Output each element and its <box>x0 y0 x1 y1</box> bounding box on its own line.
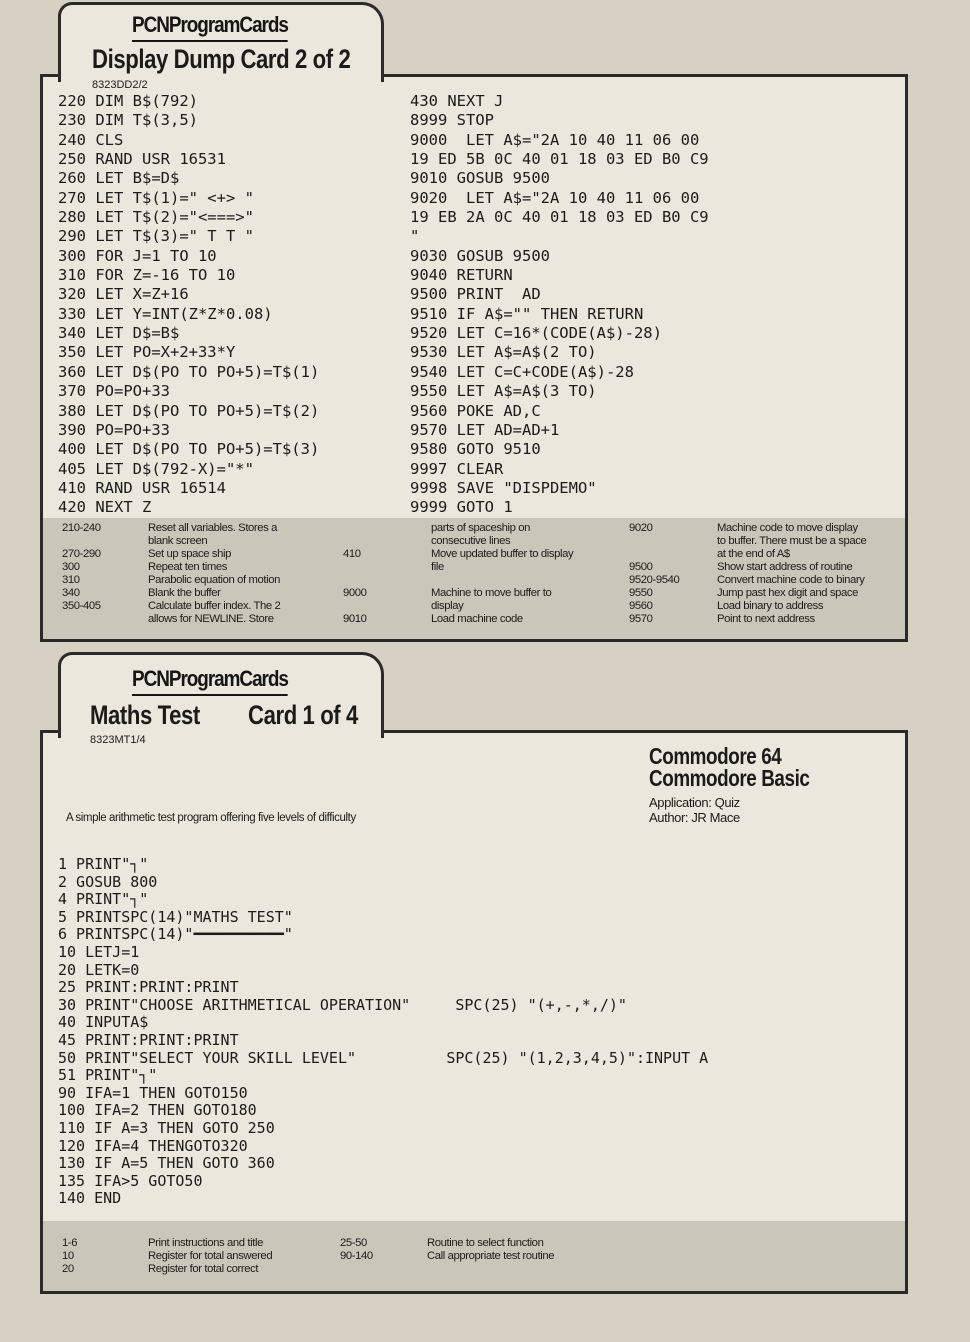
note-line-number: 9020 <box>629 522 653 534</box>
code-line: 9520 LET C=16*(CODE(A$)-28) <box>410 324 662 343</box>
note-description: Repeat ten times <box>148 561 227 573</box>
note-description: allows for NEWLINE. Store <box>148 613 274 625</box>
note-description: consecutive lines <box>431 535 511 547</box>
code-line: 120 IFA=4 THENGOTO320 <box>58 1136 248 1155</box>
code-line: 20 LETK=0 <box>58 960 140 979</box>
note-description: display <box>431 600 464 612</box>
card-number: Card 1 of 4 <box>248 700 358 730</box>
code-line: 300 FOR J=1 TO 10 <box>58 246 217 265</box>
note-description: to buffer. There must be a space <box>717 535 867 547</box>
code-line: 9540 LET C=C+CODE(A$)-28 <box>410 362 634 381</box>
code-line: 250 RAND USR 16531 <box>58 150 226 169</box>
application-label: Application: Quiz <box>649 795 740 810</box>
code-line: 30 PRINT"CHOOSE ARITHMETICAL OPERATION" SPC(25) "(+,-,*,/)" <box>58 995 627 1014</box>
note-description: Show start address of routine <box>717 561 853 573</box>
note-line-number: 9560 <box>629 600 653 612</box>
note-line-number: 410 <box>343 548 361 560</box>
code-line: 9580 GOTO 9510 <box>410 440 541 459</box>
code-line: 340 LET D$=B$ <box>58 324 180 343</box>
card-title: Display Dump Card 2 of 2 <box>92 44 351 74</box>
note-line-number: 9550 <box>629 587 653 599</box>
code-line: 390 PO=PO+33 <box>58 420 170 439</box>
code-line: 9998 SAVE "DISPDEMO" <box>410 478 597 497</box>
code-line: 350 LET PO=X+2+33*Y <box>58 343 236 362</box>
note-line-number: 9010 <box>343 613 367 625</box>
note-description: Register for total correct <box>148 1263 259 1275</box>
code-line: 9550 LET A$=A$(3 TO) <box>410 382 597 401</box>
author-label: Author: JR Mace <box>649 810 740 825</box>
code-line: 260 LET B$=D$ <box>58 169 180 188</box>
code-line: 310 FOR Z=-16 TO 10 <box>58 266 236 285</box>
code-line: 410 RAND USR 16514 <box>58 478 226 497</box>
code-line: 110 IF A=3 THEN GOTO 250 <box>58 1118 275 1137</box>
note-description: blank screen <box>148 535 208 547</box>
note-description: Call appropriate test routine <box>427 1250 555 1262</box>
note-description: Print instructions and title <box>148 1237 264 1249</box>
note-description: Set up space ship <box>148 548 232 560</box>
code-line: 5 PRINTSPC(14)"MATHS TEST" <box>58 907 293 926</box>
note-line-number: 10 <box>62 1250 74 1262</box>
code-line: 9030 GOSUB 9500 <box>410 246 550 265</box>
code-line: 9560 POKE AD,C <box>410 401 541 420</box>
code-line: 51 PRINT"┐" <box>58 1066 158 1085</box>
code-line: 9510 IF A$="" THEN RETURN <box>410 304 644 323</box>
brand-logo: PCNProgramCards <box>132 666 288 696</box>
code-listing-left <box>58 92 319 518</box>
card-code-ref: 8323DD2/2 <box>92 79 148 91</box>
note-line-number: 90-140 <box>340 1250 373 1262</box>
code-line: 240 CLS <box>58 130 124 149</box>
code-line: 220 DIM B$(792) <box>58 92 198 110</box>
note-line-number: 350-405 <box>62 600 101 612</box>
note-line-number: 1-6 <box>62 1237 78 1249</box>
note-description: Calculate buffer index. The 2 <box>148 600 281 612</box>
note-line-number: 300 <box>62 561 80 573</box>
note-description: Machine to move buffer to <box>431 587 552 599</box>
note-description: Load binary to address <box>717 600 824 612</box>
language-name: Commodore Basic <box>649 765 810 791</box>
code-line: 135 IFA>5 GOTO50 <box>58 1171 203 1190</box>
code-line: 290 LET T$(3)=" T T " <box>58 227 254 246</box>
note-description: Register for total answered <box>148 1250 273 1262</box>
code-line: 420 NEXT Z <box>58 498 152 517</box>
note-line-number: 9520-9540 <box>629 574 680 586</box>
note-line-number: 25-50 <box>340 1237 367 1249</box>
code-line: 9000 LET A$="2A 10 40 11 06 00 <box>410 130 700 149</box>
code-line: 90 IFA=1 THEN GOTO150 <box>58 1083 248 1102</box>
code-listing-right <box>410 92 709 518</box>
note-description: Load machine code <box>431 613 523 625</box>
code-line: 405 LET D$(792-X)="*" <box>58 459 254 478</box>
note-description: Parabolic equation of motion <box>148 574 280 586</box>
note-line-number: 20 <box>62 1263 74 1275</box>
machine-name: Commodore 64 <box>649 743 782 769</box>
note-description: Routine to select function <box>427 1237 544 1249</box>
note-description: Point to next address <box>717 613 815 625</box>
code-line: 370 PO=PO+33 <box>58 382 170 401</box>
code-line: 270 LET T$(1)=" <+> " <box>58 188 254 207</box>
code-line: 9997 CLEAR <box>410 459 504 478</box>
code-line: 9040 RETURN <box>410 266 513 285</box>
program-description: A simple arithmetic test program offering five levels of difficulty <box>66 812 356 824</box>
note-description: at the end of A$ <box>717 548 790 560</box>
code-line: 8999 STOP <box>410 111 494 130</box>
code-line: 320 LET X=Z+16 <box>58 285 189 304</box>
code-line: 380 LET D$(PO TO PO+5)=T$(2) <box>58 401 320 420</box>
note-description: Blank the buffer <box>148 587 221 599</box>
card-code-ref: 8323MT1/4 <box>90 734 146 746</box>
card-title: Maths Test <box>90 700 200 730</box>
code-line: 45 PRINT:PRINT:PRINT <box>58 1030 239 1049</box>
code-line: 4 PRINT"┐" <box>58 890 149 909</box>
note-line-number: 210-240 <box>62 522 101 534</box>
code-line: 25 PRINT:PRINT:PRINT <box>58 978 239 997</box>
code-line: 9010 GOSUB 9500 <box>410 169 550 188</box>
code-line: 9020 LET A$="2A 10 40 11 06 00 <box>410 188 700 207</box>
note-description: parts of spaceship on <box>431 522 530 534</box>
code-line: 9999 GOTO 1 <box>410 498 513 517</box>
code-line: 430 NEXT J <box>410 92 504 110</box>
code-line: 9530 LET A$=A$(2 TO) <box>410 343 597 362</box>
code-line: " <box>410 227 420 246</box>
note-line-number: 9570 <box>629 613 653 625</box>
note-line-number: 270-290 <box>62 548 101 560</box>
brand-logo: PCNProgramCards <box>132 12 288 42</box>
note-line-number: 9000 <box>343 587 367 599</box>
code-line: 6 PRINTSPC(14)"━━━━━━━━━━" <box>58 925 293 944</box>
note-line-number: 340 <box>62 587 80 599</box>
code-line: 2 GOSUB 800 <box>58 872 158 891</box>
code-listing <box>58 856 708 1208</box>
note-description: file <box>431 561 444 573</box>
code-line: 19 EB 2A 0C 40 01 18 03 ED B0 C9 <box>410 208 709 227</box>
code-line: 40 INPUTA$ <box>58 1013 149 1032</box>
code-line: 100 IFA=2 THEN GOTO180 <box>58 1101 257 1120</box>
code-line: 9570 LET AD=AD+1 <box>410 420 560 439</box>
code-line: 230 DIM T$(3,5) <box>58 111 198 130</box>
code-line: 1 PRINT"┐" <box>58 855 149 873</box>
code-line: 10 LETJ=1 <box>58 942 140 961</box>
code-line: 50 PRINT"SELECT YOUR SKILL LEVEL" SPC(25) "(1,2,3,4,5)":INPUT A <box>58 1048 709 1067</box>
note-description: Convert machine code to binary <box>717 574 865 586</box>
code-line: 140 END <box>58 1189 122 1208</box>
code-line: 400 LET D$(PO TO PO+5)=T$(3) <box>58 440 320 459</box>
note-description: Jump past hex digit and space <box>717 587 859 599</box>
note-description: Reset all variables. Stores a <box>148 522 278 534</box>
code-line: 130 IF A=5 THEN GOTO 360 <box>58 1154 275 1173</box>
note-line-number: 310 <box>62 574 80 586</box>
note-description: Move updated buffer to display <box>431 548 574 560</box>
code-line: 330 LET Y=INT(Z*Z*0.08) <box>58 304 273 323</box>
code-line: 19 ED 5B 0C 40 01 18 03 ED B0 C9 <box>410 150 709 169</box>
code-line: 360 LET D$(PO TO PO+5)=T$(1) <box>58 362 320 381</box>
note-line-number: 9500 <box>629 561 653 573</box>
code-line: 280 LET T$(2)="<===>" <box>58 208 254 227</box>
code-line: 9500 PRINT AD <box>410 285 541 304</box>
note-description: Machine code to move display <box>717 522 858 534</box>
